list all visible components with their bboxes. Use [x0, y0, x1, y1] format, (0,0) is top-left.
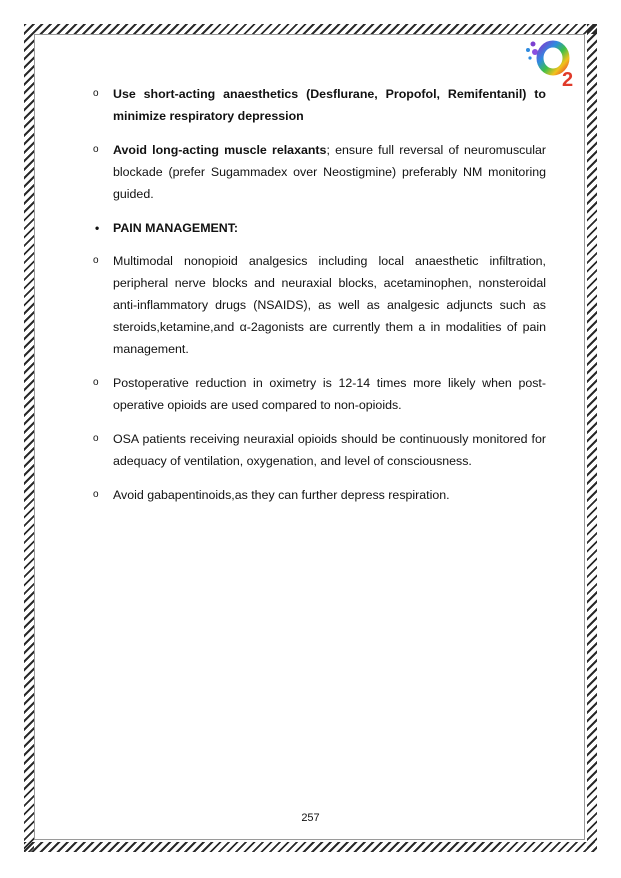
- item-text: OSA patients receiving neuraxial opioids should be continuously monitored for adequacy of ventilation, oxygenation, and level of consciousness.: [113, 432, 546, 468]
- heading-bullet: •: [95, 221, 100, 235]
- o2-logo-icon: [524, 38, 580, 88]
- list-bullet: o: [93, 433, 99, 444]
- section-heading-pain-management: [92, 217, 546, 239]
- logo-subscript: 2: [562, 69, 574, 88]
- item-bold-text: Use short-acting anaesthetics (Desflurane, Propofol, Remifentanil) to minimize respiratory depression: [113, 87, 546, 123]
- page-border-right: [587, 24, 597, 852]
- list-bullet: o: [93, 144, 99, 155]
- list-bullet: o: [93, 377, 99, 388]
- section-heading-text: PAIN MANAGEMENT:: [113, 221, 239, 235]
- list-item-multimodal: [92, 250, 546, 360]
- item-text: Multimodal nonopioid analgesics including local anaesthetic infiltration, peripheral nerve blocks and neuraxial blocks, acetaminophen, nonsteroidal anti-inflammatory drugs (NSAIDS), as well as analgesic adjuncts such as steroids,ketamine,and α-2agonists are currently them a in modalities of pain management.: [113, 254, 546, 356]
- list-bullet: o: [93, 88, 99, 99]
- item-text: Avoid gabapentinoids,as they can further depress respiration.: [113, 488, 450, 502]
- list-item-oximetry: [92, 372, 546, 416]
- list-bullet: o: [93, 489, 99, 500]
- list-item-gabapentinoids: [92, 484, 546, 506]
- page-border-bottom: [24, 842, 597, 852]
- list-item-muscle-relaxants: [92, 139, 546, 205]
- list-item-short-acting: [92, 83, 546, 127]
- page-border-left: [24, 24, 34, 852]
- page-border-top: [24, 24, 597, 34]
- item-bold-text: Avoid long-acting muscle relaxants: [113, 143, 327, 157]
- item-text: Postoperative reduction in oximetry is 12-14 times more likely when post-operative opioids are used compared to non-opioids.: [113, 376, 546, 412]
- list-item-neuraxial-opioids: [92, 428, 546, 472]
- document-body: [92, 83, 546, 518]
- list-bullet: o: [93, 255, 99, 266]
- item-text: ; ensure full reversal of neuromuscular blockade (prefer Sugammadex over Neostigmine) preferably NM monitoring guided.: [113, 143, 546, 201]
- page-number: 257: [301, 812, 320, 824]
